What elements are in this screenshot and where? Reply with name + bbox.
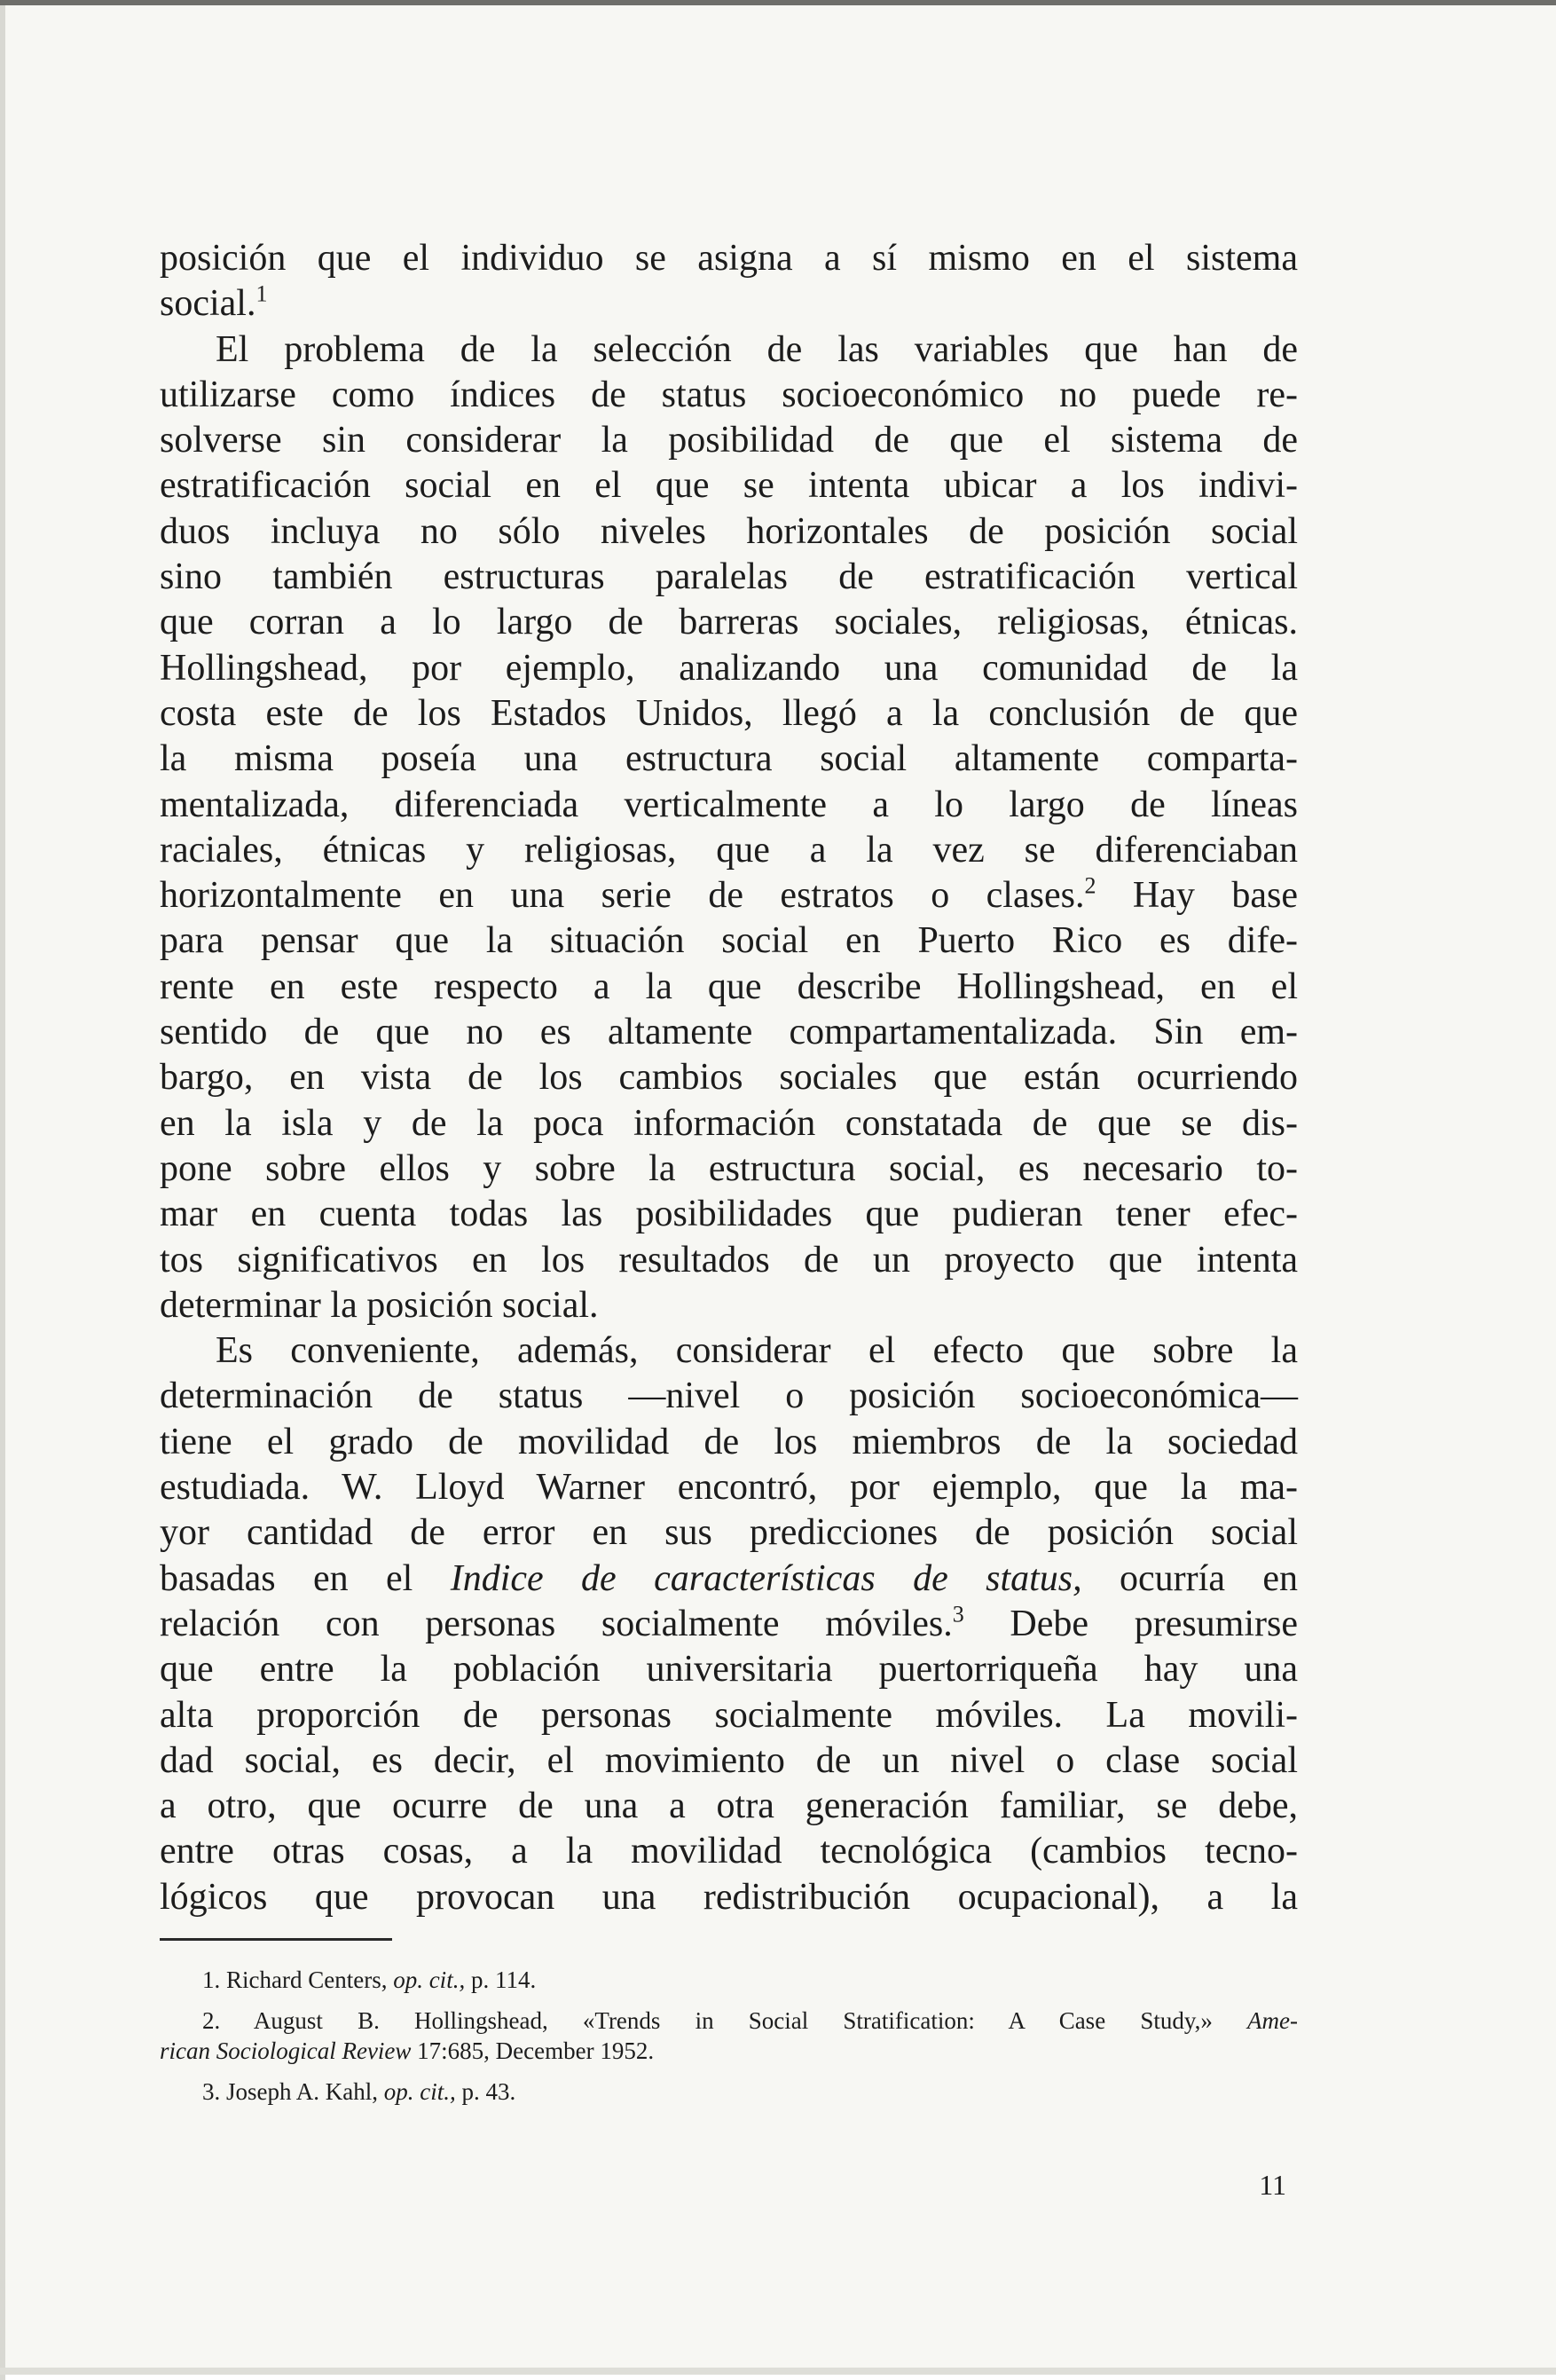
footnote-ref-1: 1 [255,280,268,307]
footnote-italic: rican Sociological Review [160,2037,412,2064]
text-line: dad social, es decir, el movimiento de un nivel o clase social [160,1739,1298,1781]
text-line: alta proporción de personas socialmente móviles. La movili- [160,1694,1298,1736]
text-line: El problema de la selección de las variables que han de [216,328,1298,370]
text-fragment: basadas en el [160,1557,451,1599]
paragraph-3 [160,1328,1298,1920]
text-line: tiene el grado de movilidad de los miembros de la sociedad [160,1421,1298,1462]
text-fragment: ocurría en [1081,1557,1298,1599]
footnote-number: 2. [202,2007,221,2034]
footnote-text: Joseph A. Kahl, [226,2078,378,2105]
footnote-line [160,2036,1298,2066]
footnote-number: 3. [202,2078,221,2105]
footnote-number: 1. [202,1966,221,1993]
text-line: mentalizada, diferenciada verticalmente a lo largo de líneas [160,784,1298,825]
text-line: sino también estructuras paralelas de estratificación vertical [160,556,1298,598]
footnote-ref-2: 2 [1084,872,1096,899]
text-line: estudiada. W. Lloyd Warner encontró, por ejemplo, que la ma- [160,1467,1298,1509]
text-fragment: social. [160,283,256,325]
footnote-3 [160,2077,1298,2107]
footnote-text: Richard Centers, [226,1966,388,1993]
footnotes [160,1965,1298,2117]
text-line: duos incluya no sólo niveles horizontales de posición social [160,510,1298,552]
paragraph-1 [160,236,1298,327]
text-line: a otro, que ocurre de una a otra generación familiar, se debe, [160,1785,1298,1827]
text-line: utilizarse como índices de status socioeconómico no puede re- [160,374,1298,415]
text-line: bargo, en vista de los cambios sociales que están ocurriendo [160,1057,1298,1099]
text-line: Hollingshead, por ejemplo, analizando una comunidad de la [160,647,1298,689]
footnote-ref-3: 3 [952,1601,964,1627]
text-fragment: horizontalmente en una serie de estratos o clases. [160,875,1085,917]
text-line: entre otras cosas, a la movilidad tecnológica (cambios tecno- [160,1831,1298,1872]
text-line [160,281,1298,327]
text-line: que corran a lo largo de barreras sociales, religiosas, étnicas. [160,602,1298,643]
text-fragment: Hay base [1096,875,1298,917]
text-line: que entre la población universitaria puertorriqueña hay una [160,1649,1298,1690]
text-line [160,873,1298,918]
page-bottom-edge [0,2368,1556,2375]
footnote-text: 17:685, December 1952. [411,2037,655,2064]
text-line: posición que el individuo se asigna a sí mismo en el sistema [160,238,1298,279]
text-line: determinación de status —nivel o posición socioeconómica— [160,1375,1298,1417]
body-text [160,236,1298,1920]
footnote-italic: op. cit., [393,1966,466,1993]
text-line: sentido de que no es altamente compartamentalizada. Sin em- [160,1012,1298,1053]
index-title-italic: Indice de características de status, [450,1557,1082,1599]
text-line: yor cantidad de error en sus predicciones de posición social [160,1512,1298,1554]
text-line: raciales, étnicas y religiosas, que a la vez se diferenciaban [160,829,1298,871]
text-fragment: relación con personas socialmente móviles. [160,1603,953,1644]
footnote-line [160,2006,1298,2036]
footnote-text: p. 114. [465,1966,537,1993]
text-line: rente en este respecto a la que describe Hollingshead, en el [160,965,1298,1007]
page-number: 11 [1259,2169,1286,2201]
footnote-text: p. 43. [455,2078,516,2105]
text-line: en la isla y de la poca información constatada de que se dis- [160,1102,1298,1144]
footnote-1 [160,1965,1298,1995]
text-line: solverse sin considerar la posibilidad de que el sistema de [160,420,1298,461]
footnote-line [160,2077,1298,2107]
footnote-2 [160,2006,1298,2066]
footnote-italic: Ame- [1247,2007,1298,2034]
text-line: para pensar que la situación social en Puerto Rico es dife- [160,920,1298,962]
footnote-line [160,1965,1298,1995]
text-line: tos significativos en los resultados de un proyecto que intenta [160,1239,1298,1281]
footnote-italic: op. cit., [383,2078,456,2105]
paragraph-2 [160,327,1298,1329]
text-line: lógicos que provocan una redistribución ocupacional), a la [160,1876,1298,1918]
text-line: determinar la posición social. [160,1284,599,1326]
text-line [160,1602,1298,1647]
footnote-divider [160,1938,392,1941]
page-edge-shadow [0,5,5,2380]
text-line: pone sobre ellos y sobre la estructura social, es necesario to- [160,1147,1298,1189]
text-fragment: Debe presumirse [963,1603,1298,1644]
text-line: estratificación social en el que se intenta ubicar a los indivi- [160,465,1298,507]
text-line: Es conveniente, además, considerar el efecto que sobre la [216,1330,1298,1372]
footnote-text: August B. Hollingshead, «Trends in Social Stratification: A Case Study,» [253,2007,1213,2034]
text-line: mar en cuenta todas las posibilidades que pudieran tener efec- [160,1194,1298,1235]
text-line: costa este de los Estados Unidos, llegó a la conclusión de que [160,692,1298,734]
text-line: la misma poseía una estructura social altamente comparta- [160,738,1298,780]
text-line [160,1556,1298,1602]
